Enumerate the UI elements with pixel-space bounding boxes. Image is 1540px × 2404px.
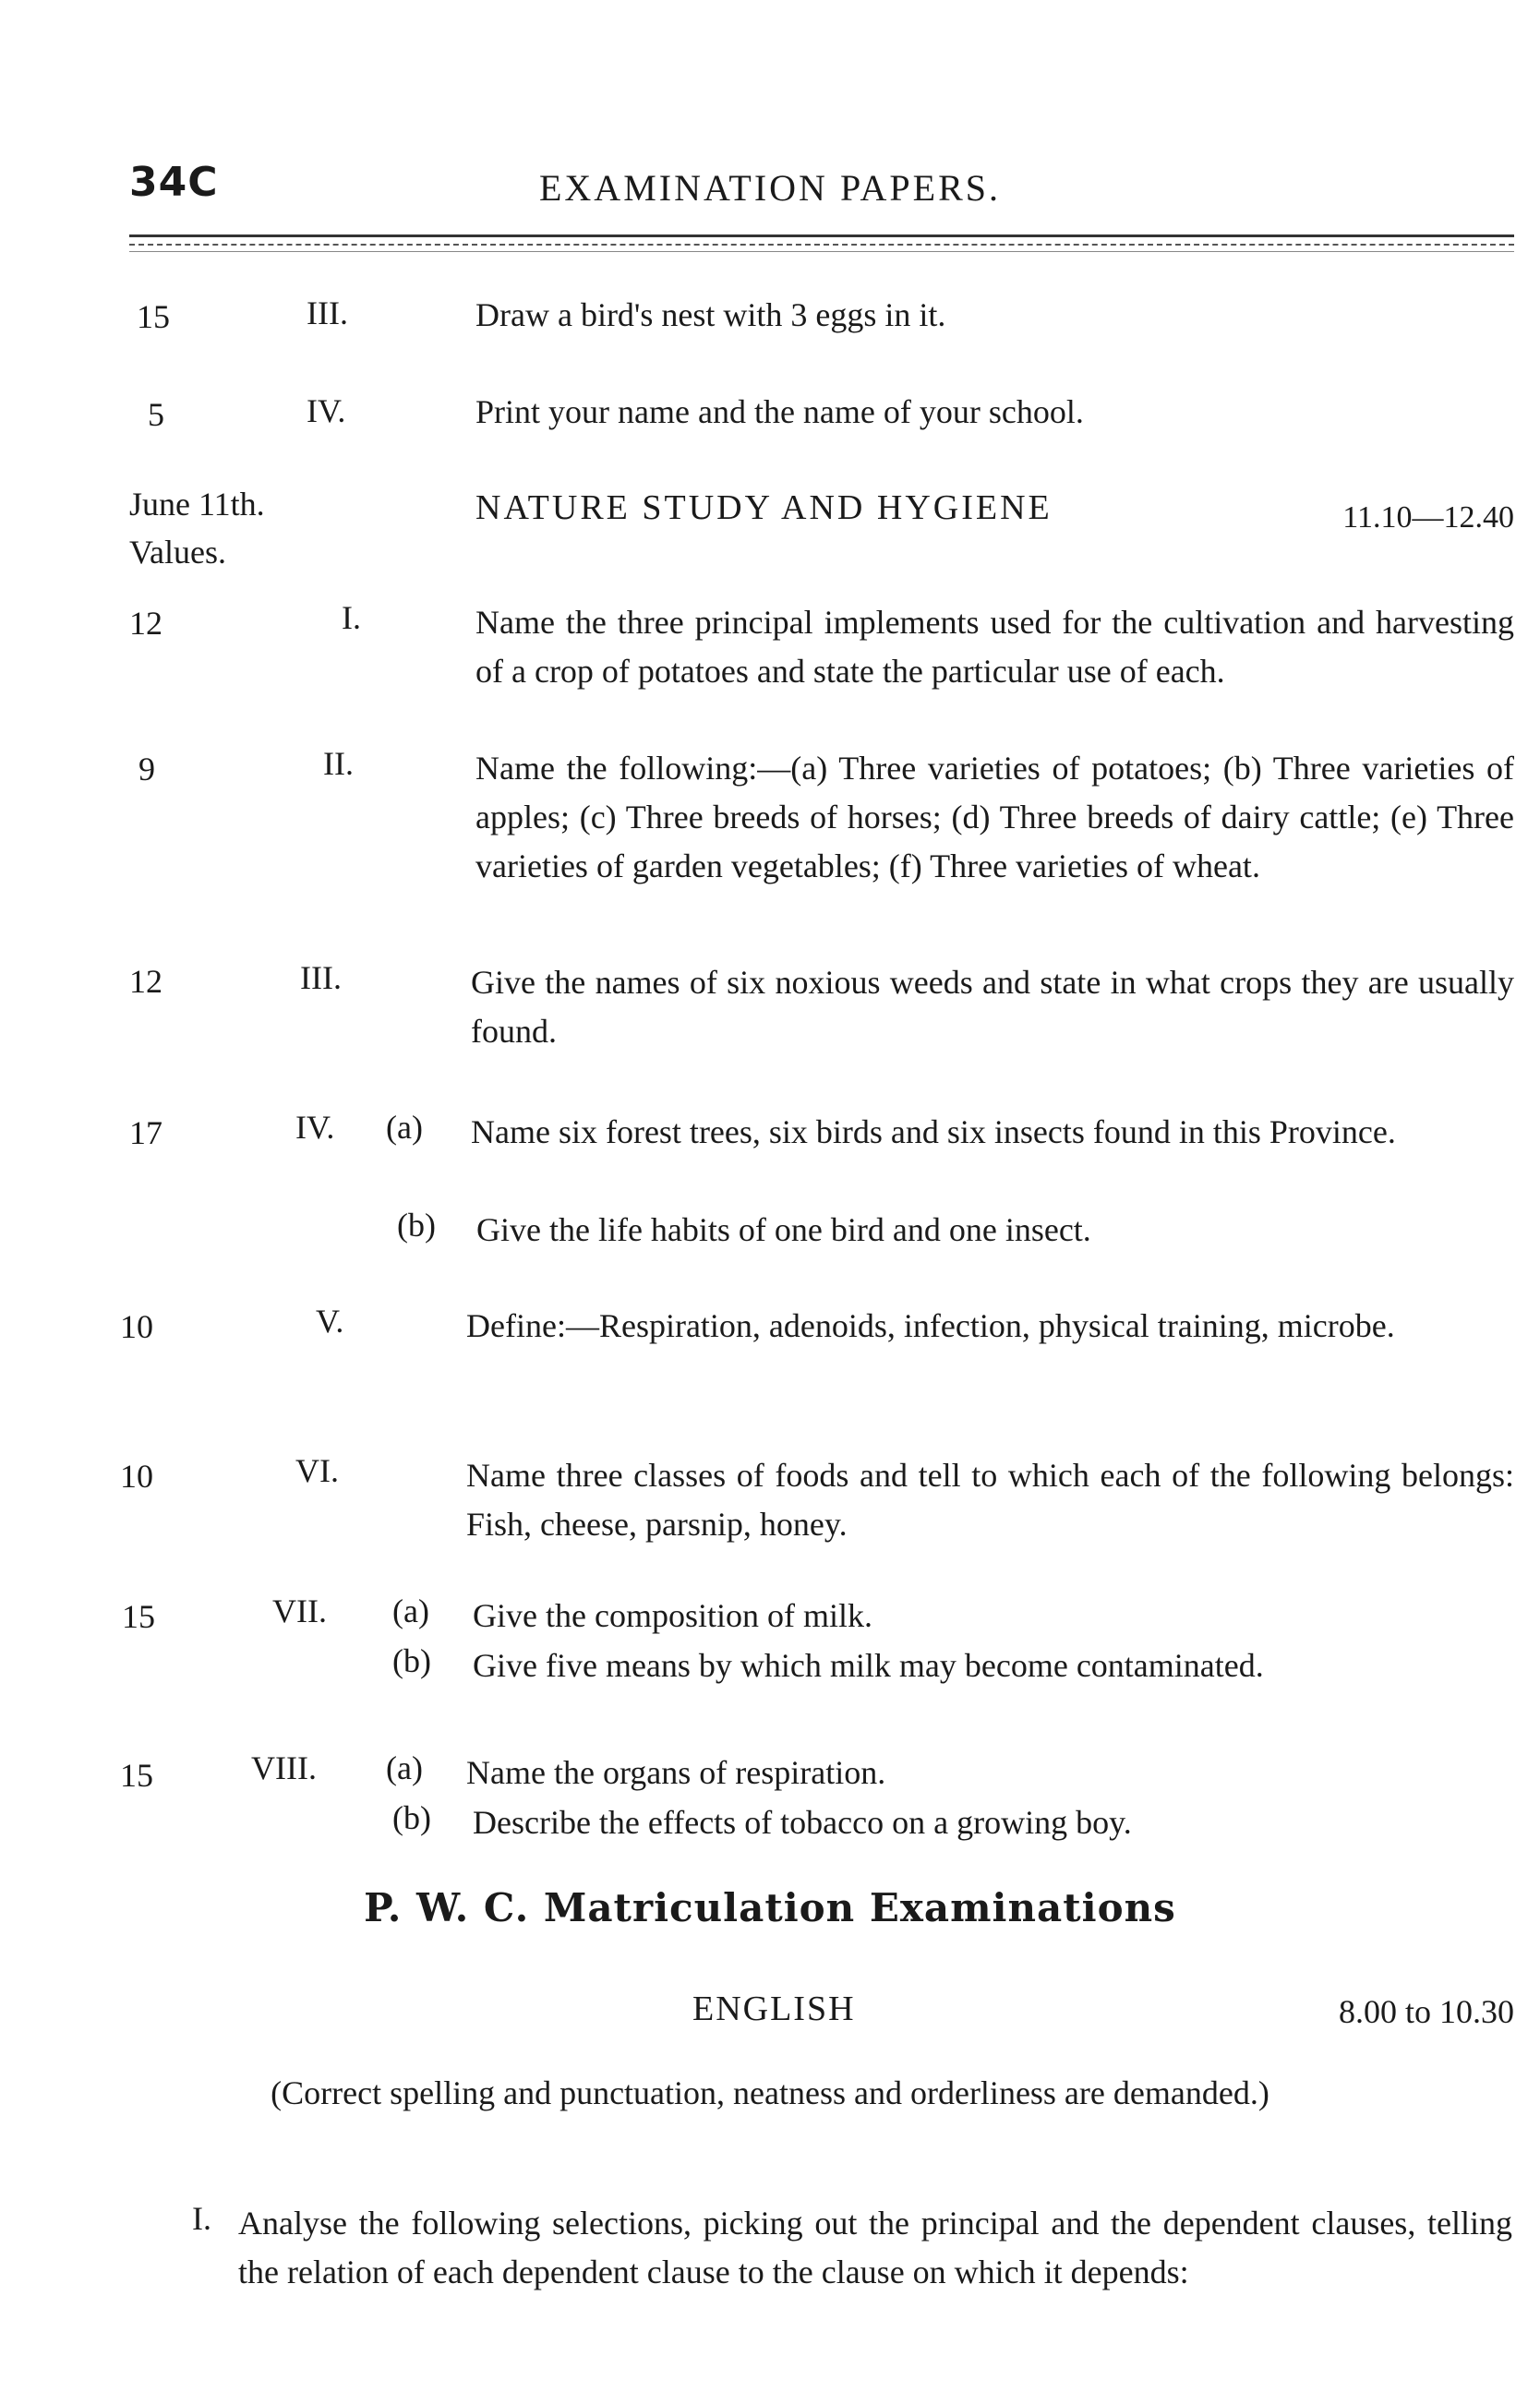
question-number: VIII.	[251, 1749, 317, 1786]
section-date	[129, 480, 265, 576]
part-text: Give the composition of milk.	[473, 1597, 872, 1634]
question-text: Print your name and the name of your school.	[475, 393, 1084, 430]
question-text: Name the three principal implements used for the cultivation and harvesting of a crop of potatoes and state the particular use of each.	[475, 604, 1514, 690]
question-number: V.	[316, 1303, 344, 1340]
part-text: Name six forest trees, six birds and six insects found in this Province.	[471, 1113, 1396, 1150]
part-label: (a)	[386, 1109, 423, 1146]
part-label: (b)	[392, 1642, 431, 1679]
matriculation-title: P. W. C. Matriculation Examinations	[364, 1885, 1176, 1930]
question-text: Draw a bird's nest with 3 eggs in it.	[475, 296, 946, 333]
question-number: VII.	[272, 1593, 327, 1629]
subject-time: 8.00 to 10.30	[1338, 1993, 1514, 2030]
part-label: (a)	[386, 1749, 423, 1786]
question-text: Give the names of six noxious weeds and state in what crops they are usually found.	[471, 964, 1514, 1050]
question-number: III.	[307, 294, 348, 331]
question-value: 17	[129, 1114, 162, 1151]
part-text: Describe the effects of tobacco on a growing boy.	[473, 1804, 1132, 1841]
question-number: I.	[342, 599, 361, 636]
question-value: 12	[129, 963, 162, 1000]
question-value: 15	[122, 1598, 155, 1635]
subject-title: ENGLISH	[692, 1989, 856, 2028]
part-text: Name the organs of respiration.	[466, 1754, 886, 1791]
part-label: (a)	[392, 1593, 429, 1629]
question-number: I.	[192, 2200, 211, 2237]
part-text: Give the life habits of one bird and one insect.	[476, 1211, 1091, 1248]
page-number: 34C	[129, 159, 219, 206]
question-text: Name the following:—(a) Three varieties of potatoes; (b) Three varieties of apples; (c) Three breeds of horses; (d) Three breeds of dairy cattle; (e) Three varieties of garden vegetables; (f) Three varieties of wheat.	[475, 750, 1514, 884]
question-number: III.	[300, 959, 342, 996]
header-rule-thin	[129, 251, 1514, 252]
instructions-note: (Correct spelling and punctuation, neatness and orderliness are demanded.)	[271, 2074, 1269, 2111]
question-text: Analyse the following selections, picking out the principal and the dependent clauses, telling the relation of each dependent clause to the clause on which it depends:	[238, 2205, 1512, 2290]
section-date-text: June 11th.	[129, 486, 265, 523]
question-text: Define:—Respiration, adenoids, infection, physical training, microbe.	[466, 1307, 1395, 1344]
question-value: 10	[120, 1308, 153, 1345]
question-number: VI.	[295, 1452, 339, 1489]
question-value: 10	[120, 1458, 153, 1495]
section-title: NATURE STUDY AND HYGIENE	[475, 488, 1053, 527]
header-rule	[129, 234, 1514, 237]
question-value: 15	[120, 1757, 153, 1794]
part-label: (b)	[392, 1799, 431, 1836]
question-text: Name three classes of foods and tell to which each of the following belongs: Fish, cheese, parsnip, honey.	[466, 1457, 1514, 1543]
question-number: IV.	[307, 392, 346, 429]
page-header-title: EXAMINATION PAPERS.	[538, 167, 1002, 209]
question-number: IV.	[295, 1109, 335, 1146]
part-text: Give five means by which milk may become contaminated.	[473, 1647, 1264, 1684]
question-value: 9	[138, 751, 155, 787]
values-label: Values.	[129, 534, 226, 571]
question-value: 5	[148, 396, 164, 433]
question-value: 12	[129, 605, 162, 642]
header-rule-dashed	[129, 244, 1514, 246]
part-label: (b)	[397, 1207, 436, 1244]
question-number: II.	[323, 745, 354, 782]
question-value: 15	[137, 298, 170, 335]
section-time: 11.10—12.40	[1342, 500, 1514, 535]
